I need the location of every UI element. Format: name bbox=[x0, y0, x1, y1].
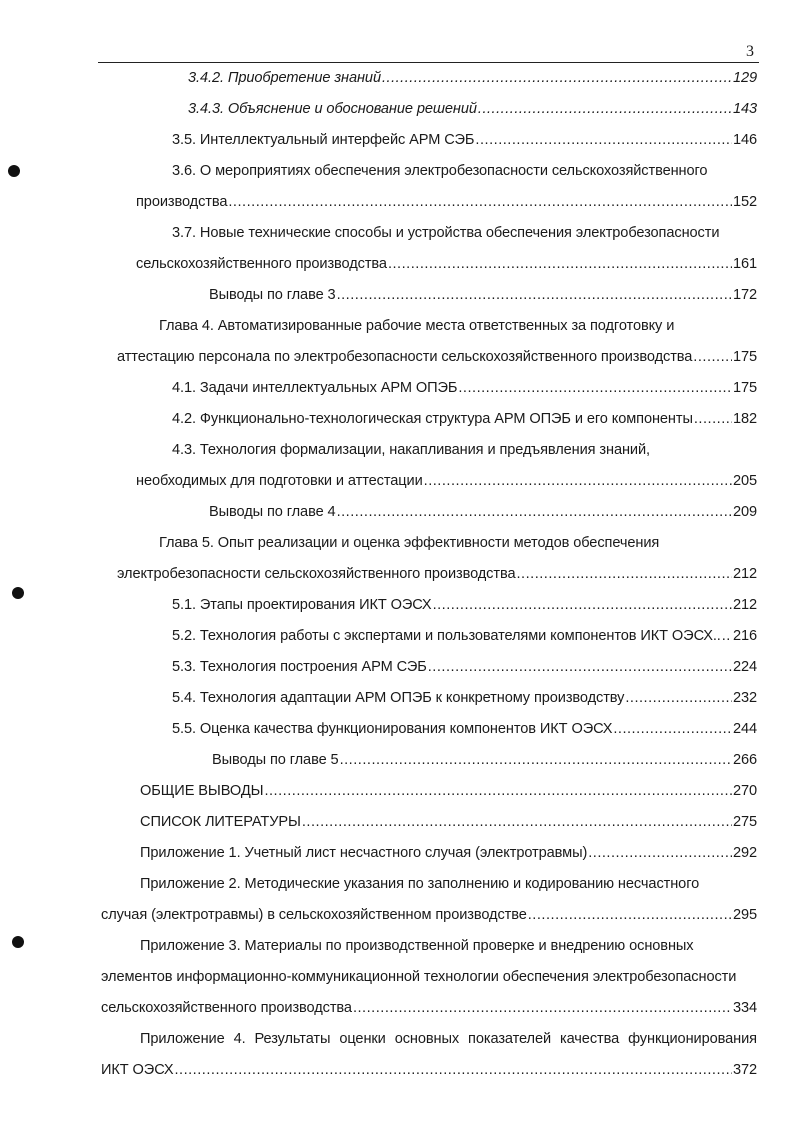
toc-entry-title: 5.5. Оценка качества функционирования компонентов ИКТ ОЭСХ bbox=[172, 721, 613, 737]
toc-entry-title: 5.3. Технология построения АРМ СЭБ bbox=[172, 659, 427, 675]
toc-entry-title: 5.2. Технология работы с экспертами и пользователями компонентов ИКТ ОЭСХ.. bbox=[172, 628, 721, 644]
toc-entry-title: 4.1. Задачи интеллектуальных АРМ ОПЭБ bbox=[172, 380, 458, 396]
toc-entry[interactable] bbox=[172, 658, 757, 676]
toc-chapter-entry[interactable] bbox=[117, 348, 757, 366]
toc-entry-title: необходимых для подготовки и аттестации bbox=[136, 473, 423, 489]
toc-entry-title: 5.4. Технология адаптации АРМ ОПЭБ к конкретному производству bbox=[172, 690, 625, 706]
toc-leader-dots bbox=[382, 69, 732, 87]
toc-leader-dots bbox=[478, 100, 732, 118]
toc-entry-title: Приложение 1. Учетный лист несчастного случая (электротравмы) bbox=[140, 845, 588, 861]
toc-entry-title: 3.4.3. Объяснение и обоснование решений bbox=[188, 101, 477, 117]
toc-chapter-title-line[interactable]: Глава 4. Автоматизированные рабочие места ответственных за подготовку и bbox=[159, 318, 675, 334]
word: Результаты bbox=[254, 1031, 331, 1047]
toc-leader-dots bbox=[302, 813, 732, 831]
toc-entry-page: 224 bbox=[732, 659, 757, 675]
toc-entry-page: 129 bbox=[732, 70, 757, 86]
toc-entry[interactable] bbox=[140, 782, 757, 800]
toc-entry-title-line[interactable]: элементов информационно-коммуникационной технологии обеспечения электробезопасности bbox=[101, 969, 737, 985]
word: качества bbox=[560, 1031, 620, 1047]
toc-entry-page: 266 bbox=[732, 752, 757, 768]
toc-entry[interactable] bbox=[101, 1061, 757, 1079]
toc-entry[interactable] bbox=[172, 689, 757, 707]
toc-entry[interactable] bbox=[136, 472, 757, 490]
toc-entry[interactable] bbox=[101, 906, 757, 924]
toc-entry-title: 3.4.2. Приобретение знаний bbox=[188, 70, 381, 86]
toc-entry[interactable] bbox=[172, 627, 757, 645]
page-number: 3 bbox=[746, 43, 754, 60]
toc-entry-title: СПИСОК ЛИТЕРАТУРЫ bbox=[140, 814, 301, 830]
toc-entry[interactable] bbox=[172, 410, 757, 428]
toc-entry[interactable] bbox=[136, 255, 757, 273]
toc-entry-title-line[interactable]: 3.7. Новые технические способы и устройства обеспечения электробезопасности bbox=[172, 225, 720, 241]
toc-entry[interactable] bbox=[212, 751, 757, 769]
toc-entry-title: ОБЩИЕ ВЫВОДЫ bbox=[140, 783, 264, 799]
toc-entry-page: 143 bbox=[732, 101, 757, 117]
toc-entry[interactable] bbox=[209, 286, 757, 304]
toc-entry-title: 3.5. Интеллектуальный интерфейс АРМ СЭБ bbox=[172, 132, 475, 148]
toc-chapter-entry[interactable] bbox=[117, 565, 757, 583]
toc-leader-dots bbox=[228, 193, 732, 211]
toc-leader-dots bbox=[693, 348, 732, 366]
toc-entry-title-line[interactable]: 4.3. Технология формализации, накапливания и предъявления знаний, bbox=[172, 442, 650, 458]
toc-entry-page: 146 bbox=[732, 132, 757, 148]
toc-leader-dots bbox=[388, 255, 732, 273]
toc-leader-dots bbox=[722, 627, 732, 645]
toc-entry-title: случая (электротравмы) в сельскохозяйственном производстве bbox=[101, 907, 527, 923]
toc-entry-page: 182 bbox=[732, 411, 757, 427]
toc-leader-dots bbox=[428, 658, 732, 676]
toc-entry-page: 244 bbox=[732, 721, 757, 737]
toc-entry[interactable] bbox=[140, 813, 757, 831]
toc-entry-page: 175 bbox=[732, 380, 757, 396]
toc-entry-title: сельскохозяйственного производства bbox=[101, 1000, 352, 1016]
toc-entry-page: 270 bbox=[732, 783, 757, 799]
toc-entry[interactable] bbox=[209, 503, 757, 521]
word: функционирования bbox=[628, 1031, 757, 1047]
toc-leader-dots bbox=[264, 782, 732, 800]
toc-leader-dots bbox=[475, 131, 732, 149]
toc-entry-title-line[interactable]: Приложение 3. Материалы по производственной проверке и внедрению основных bbox=[140, 938, 694, 954]
toc-entry-page: 295 bbox=[732, 907, 757, 923]
toc-entry-title-line[interactable]: 3.6. О мероприятиях обеспечения электробезопасности сельскохозяйственного bbox=[172, 163, 708, 179]
toc-entry-page: 212 bbox=[732, 566, 757, 582]
toc-leader-dots bbox=[424, 472, 732, 490]
word: показателей bbox=[468, 1031, 552, 1047]
toc-leader-dots bbox=[353, 999, 732, 1017]
toc-leader-dots bbox=[588, 844, 732, 862]
toc-entry[interactable] bbox=[136, 193, 757, 211]
toc-entry-title-line[interactable]: Приложение 2. Методические указания по заполнению и кодированию несчастного bbox=[140, 876, 700, 892]
toc-entry-title: электробезопасности сельскохозяйственного производства bbox=[117, 566, 516, 582]
toc-entry[interactable] bbox=[188, 69, 757, 87]
toc-entry-page: 172 bbox=[732, 287, 757, 303]
toc-entry-title-line[interactable] bbox=[140, 1030, 757, 1048]
toc-entry[interactable] bbox=[188, 100, 757, 118]
toc-entry[interactable] bbox=[172, 720, 757, 738]
toc-entry-title: ИКТ ОЭСХ bbox=[101, 1062, 174, 1078]
toc-leader-dots bbox=[433, 596, 732, 614]
toc-leader-dots bbox=[340, 751, 732, 769]
toc-entry-page: 292 bbox=[732, 845, 757, 861]
toc-entry-page: 216 bbox=[732, 628, 757, 644]
toc-leader-dots bbox=[613, 720, 732, 738]
toc-leader-dots bbox=[174, 1061, 731, 1079]
toc-leader-dots bbox=[625, 689, 732, 707]
toc-leader-dots bbox=[458, 379, 732, 397]
toc-entry[interactable] bbox=[101, 999, 757, 1017]
toc-entry-page: 232 bbox=[732, 690, 757, 706]
toc-entry-page: 334 bbox=[732, 1000, 757, 1016]
toc-entry-title: Выводы по главе 3 bbox=[209, 287, 336, 303]
toc-entry[interactable] bbox=[172, 379, 757, 397]
toc-entry-title: сельскохозяйственного производства bbox=[136, 256, 387, 272]
toc-entry-title: производства bbox=[136, 194, 228, 210]
toc-chapter-title-line[interactable]: Глава 5. Опыт реализации и оценка эффективности методов обеспечения bbox=[159, 535, 660, 551]
toc-entry-title: Выводы по главе 4 bbox=[209, 504, 336, 520]
toc-leader-dots bbox=[337, 503, 732, 521]
toc-entry-title: аттестацию персонала по электробезопасности сельскохозяйственного производства bbox=[117, 349, 693, 365]
toc-leader-dots bbox=[516, 565, 731, 583]
toc-entry-page: 175 bbox=[732, 349, 757, 365]
toc-entry-page: 372 bbox=[732, 1062, 757, 1078]
toc-entry-page: 275 bbox=[732, 814, 757, 830]
toc-entry-page: 209 bbox=[732, 504, 757, 520]
toc-entry-page: 205 bbox=[732, 473, 757, 489]
toc-entry[interactable] bbox=[172, 131, 757, 149]
word: 4. bbox=[233, 1031, 246, 1047]
toc-entry[interactable] bbox=[172, 596, 757, 614]
word: Приложение bbox=[140, 1031, 225, 1047]
toc-entry-page: 152 bbox=[732, 194, 757, 210]
toc-entry-page: 161 bbox=[732, 256, 757, 272]
toc-leader-dots bbox=[694, 410, 732, 428]
word: оценки bbox=[339, 1031, 386, 1047]
toc-entry-title: 4.2. Функционально-технологическая структура АРМ ОПЭБ и его компоненты bbox=[172, 411, 693, 427]
toc-leader-dots bbox=[337, 286, 732, 304]
word: основных bbox=[394, 1031, 460, 1047]
toc-leader-dots bbox=[528, 906, 732, 924]
toc-entry-page: 212 bbox=[732, 597, 757, 613]
toc-entry-title: 5.1. Этапы проектирования ИКТ ОЭСХ bbox=[172, 597, 432, 613]
toc-entry-title: Выводы по главе 5 bbox=[212, 752, 339, 768]
toc-entry[interactable] bbox=[140, 844, 757, 862]
